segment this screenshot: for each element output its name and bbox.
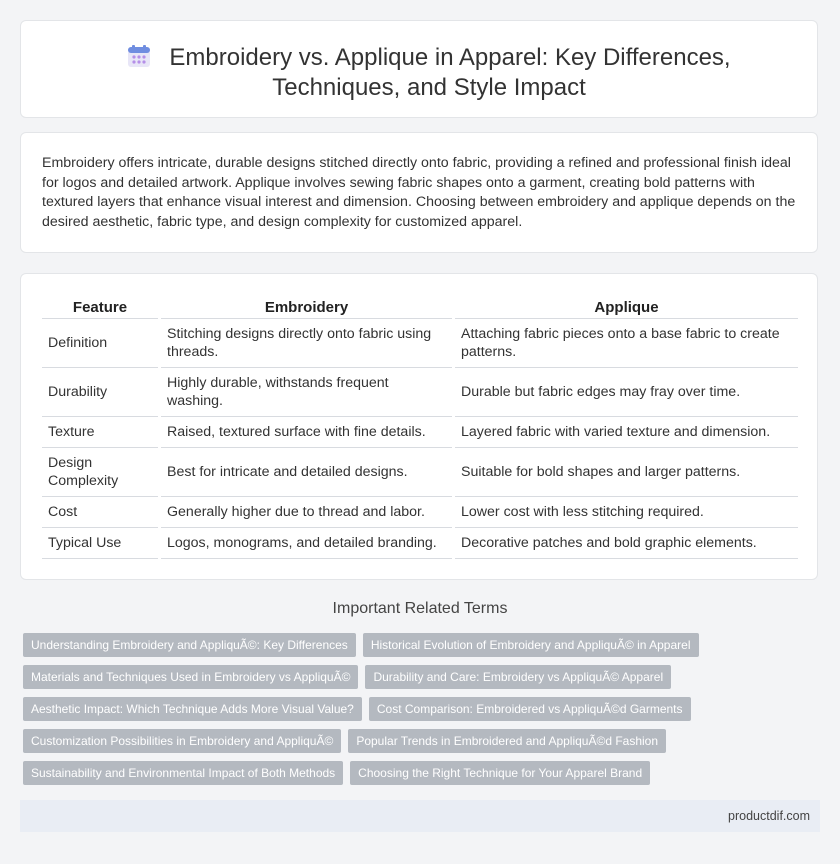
column-header: Embroidery [161,296,452,319]
header-card [20,20,818,118]
related-term-tag[interactable]: Customization Possibilities in Embroidery and AppliquÃ© [23,729,341,753]
related-term-tag[interactable]: Cost Comparison: Embroidered vs AppliquÃ©d Garments [369,697,691,721]
related-term-tag[interactable]: Historical Evolution of Embroidery and AppliquÃ© in Apparel [363,633,699,657]
related-term-tag[interactable]: Choosing the Right Technique for Your Apparel Brand [350,761,650,785]
table-row [42,528,798,559]
table-cell: Stitching designs directly onto fabric using threads. [161,319,452,368]
table-cell: Raised, textured surface with fine details. [161,417,452,448]
table-row [42,497,798,528]
table-cell: Typical Use [42,528,158,559]
table-cell: Design Complexity [42,448,158,497]
table-cell: Durability [42,368,158,417]
table-cell: Logos, monograms, and detailed branding. [161,528,452,559]
tag-row [23,729,813,753]
tag-row [23,697,813,721]
calendar-icon [127,44,151,68]
table-cell: Attaching fabric pieces onto a base fabric to create patterns. [455,319,798,368]
table-cell: Cost [42,497,158,528]
column-header: Feature [42,296,158,319]
table-cell: Layered fabric with varied texture and dimension. [455,417,798,448]
tag-row [23,665,813,689]
column-header: Applique [455,296,798,319]
comparison-table-card [20,273,818,580]
page-title: Embroidery vs. Applique in Apparel: Key Differences, Techniques, and Style Impact [169,44,731,101]
intro-text: Embroidery offers intricate, durable designs stitched directly onto fabric, providing a refined and professional finish ideal for logos and detailed artwork. Applique involves sewing fabric shapes onto a garment, creating bold patterns with textured layers that enhance visual interest and dimension. Choosing between embroidery and applique depends on the desired aesthetic, fabric type, and design complexity for customized apparel. [42,155,796,230]
footer-site-link[interactable]: productdif.com [728,809,810,823]
table-row [42,319,798,368]
table-cell: Best for intricate and detailed designs. [161,448,452,497]
table-row [42,448,798,497]
table-cell: Generally higher due to thread and labor. [161,497,452,528]
related-term-tag[interactable]: Sustainability and Environmental Impact of Both Methods [23,761,343,785]
table-header-row [42,296,798,319]
tag-row [23,633,813,657]
intro-card [20,132,818,253]
table-cell: Texture [42,417,158,448]
table-row [42,368,798,417]
related-term-tag[interactable]: Aesthetic Impact: Which Technique Adds More Visual Value? [23,697,362,721]
footer [20,800,820,832]
related-terms-list [23,633,813,793]
table-cell: Lower cost with less stitching required. [455,497,798,528]
related-term-tag[interactable]: Popular Trends in Embroidered and AppliquÃ©d Fashion [348,729,666,753]
table-cell: Durable but fabric edges may fray over time. [455,368,798,417]
table-cell: Suitable for bold shapes and larger patterns. [455,448,798,497]
related-terms-title: Important Related Terms [332,600,508,617]
table-row [42,417,798,448]
table-cell: Decorative patches and bold graphic elements. [455,528,798,559]
related-term-tag[interactable]: Materials and Techniques Used in Embroidery vs AppliquÃ© [23,665,358,689]
tag-row [23,761,813,785]
comparison-table [42,296,798,559]
related-term-tag[interactable]: Understanding Embroidery and AppliquÃ©: Key Differences [23,633,356,657]
related-term-tag[interactable]: Durability and Care: Embroidery vs AppliquÃ© Apparel [365,665,671,689]
table-cell: Definition [42,319,158,368]
table-cell: Highly durable, withstands frequent washing. [161,368,452,417]
page-title-wrap [61,43,797,103]
